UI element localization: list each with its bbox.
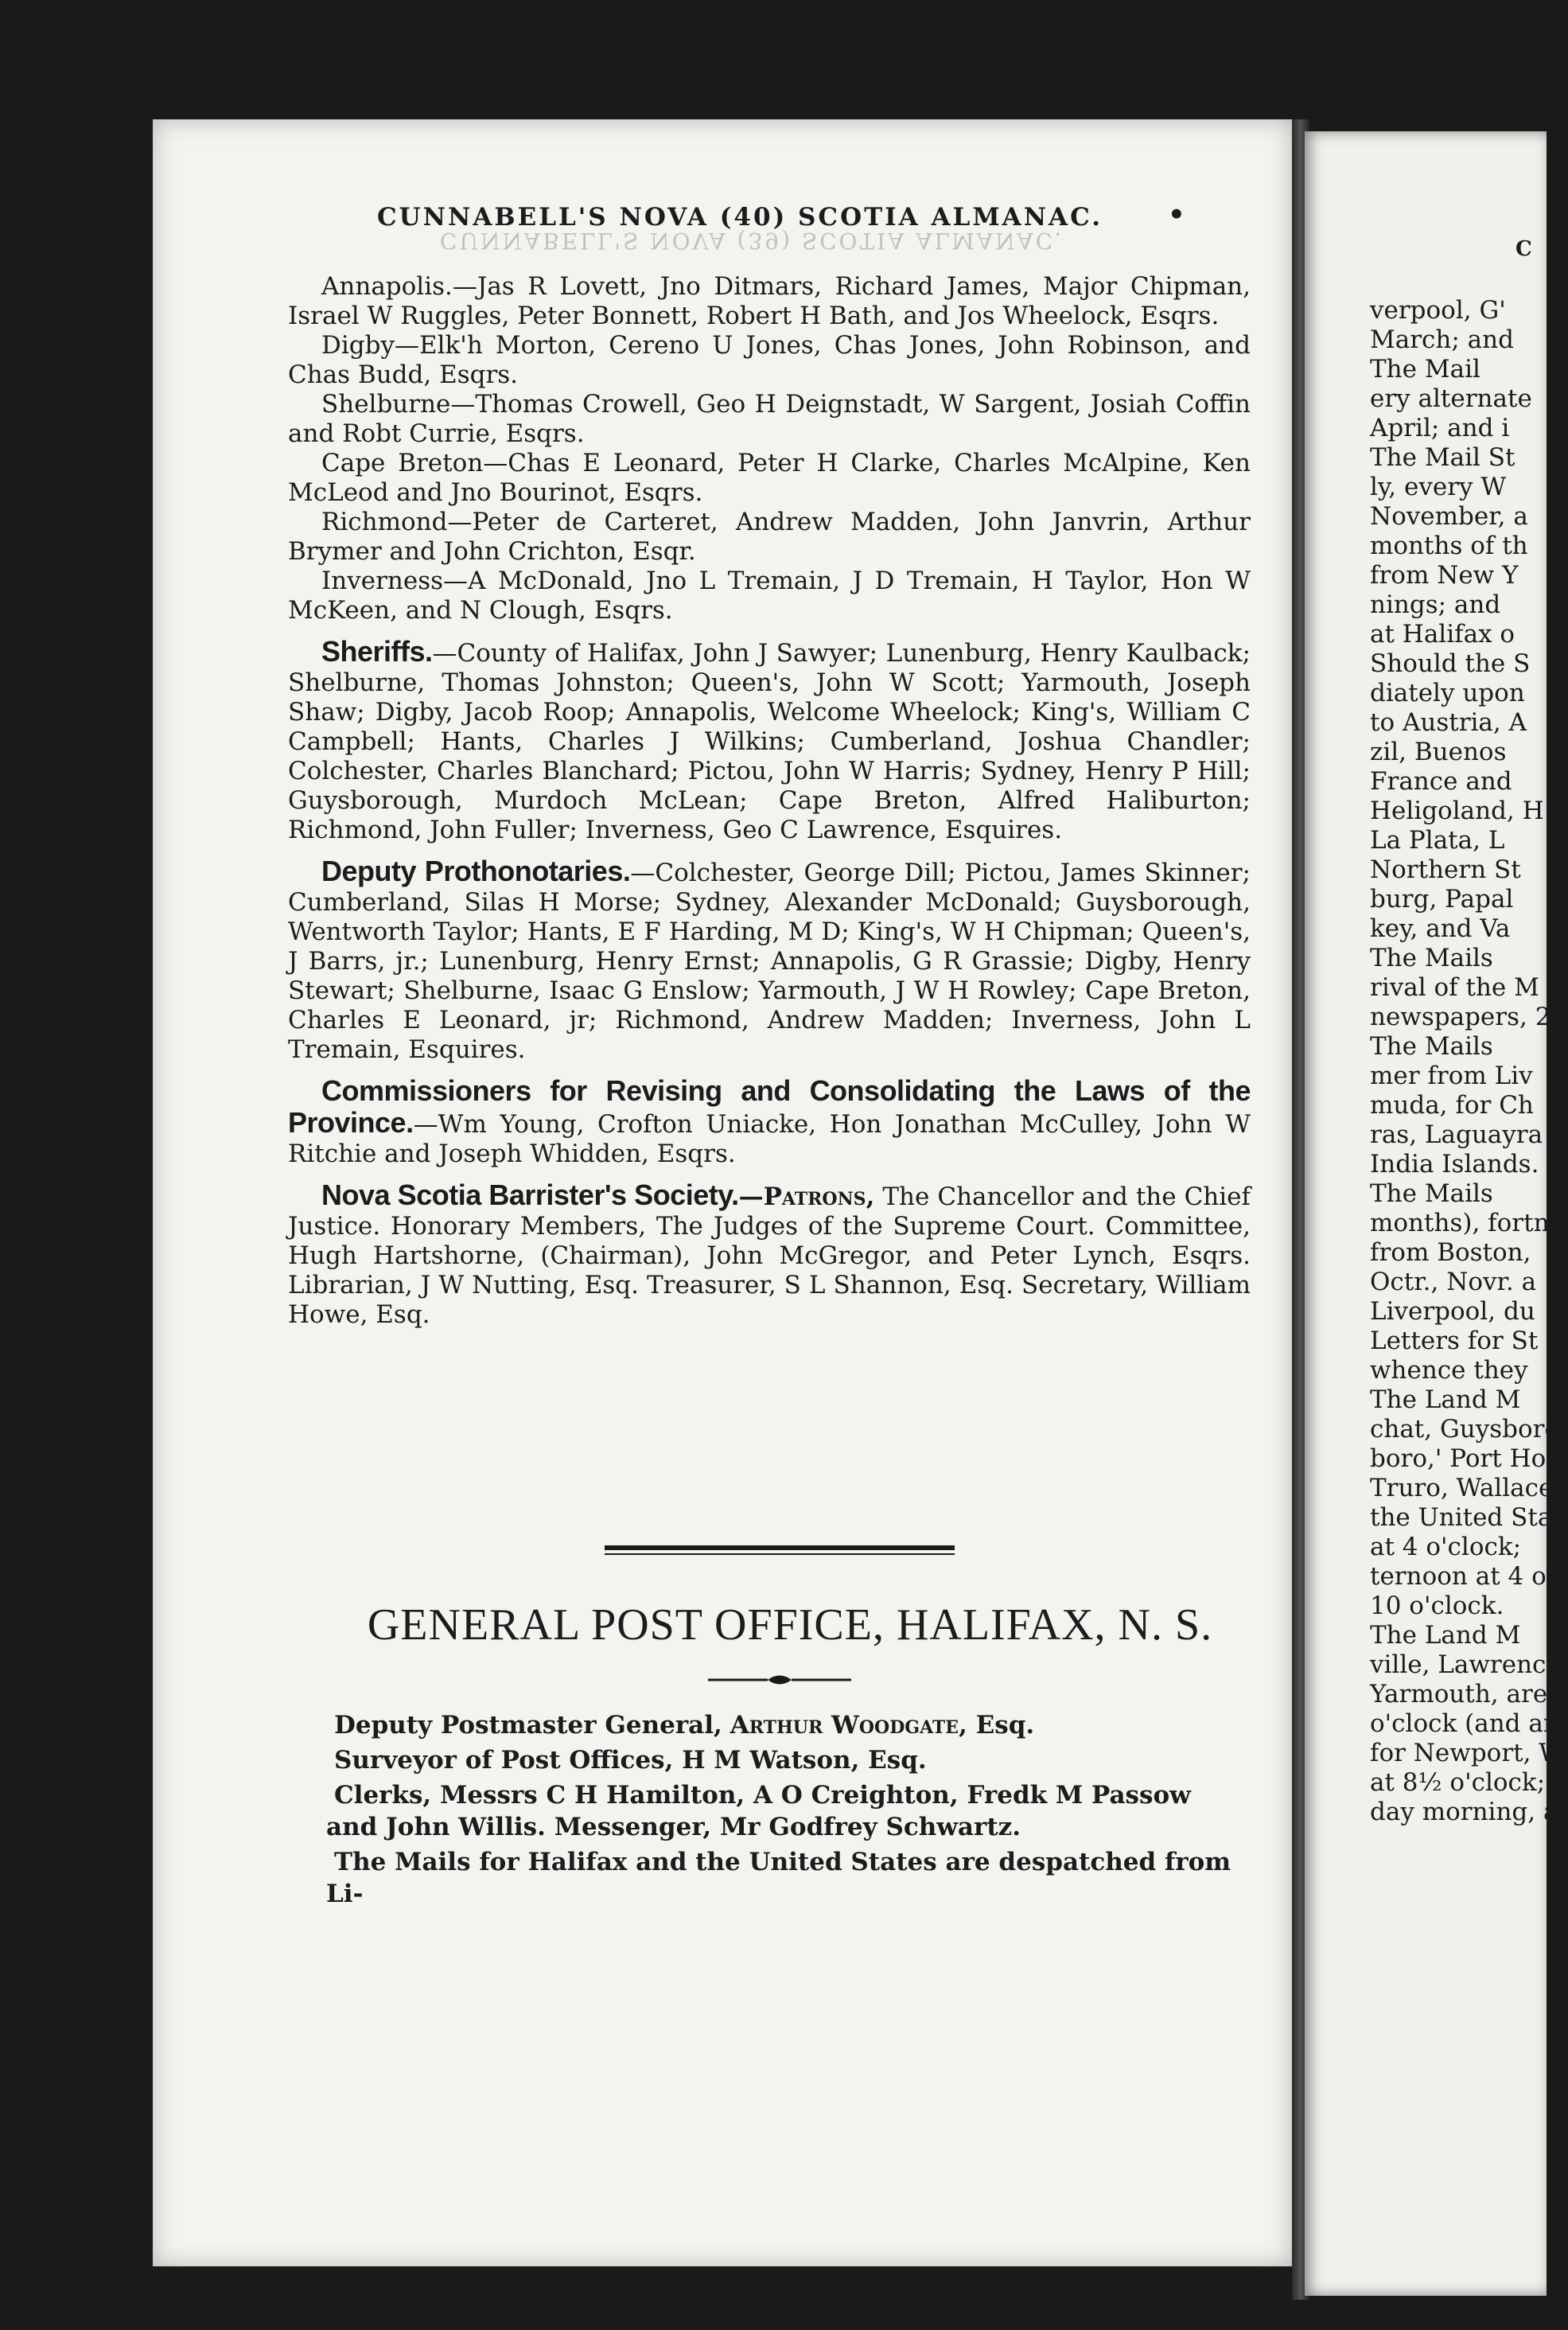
right-page-line: key, and Va: [1370, 914, 1511, 943]
right-page-line: the United Sta: [1370, 1503, 1553, 1532]
right-page-line: March; and: [1370, 325, 1514, 354]
right-page-line: The Mails: [1370, 1179, 1493, 1208]
right-page-line: The Mail St: [1370, 443, 1515, 472]
post-office-text: [326, 1709, 1249, 1913]
right-page-line: at 8½ o'clock;: [1370, 1768, 1546, 1797]
section-divider-rule: [605, 1545, 955, 1555]
right-page-line: from New Y: [1370, 561, 1519, 590]
right-page-line: for Newport, W: [1370, 1739, 1565, 1767]
barristers-section: [288, 1180, 1251, 1330]
sheriffs-text: —County of Halifax, John J Sawyer; Lunenburg, Henry Kaulback; Shelburne, Thomas Johnston; Queen's, John W Scott; Yarmouth, Joseph Shaw; Digby, Jacob Roop; Annapolis, Welcome Wheelock; King's, William C Campbell; Hants, Charles J Wilkins; Cumberland, Joshua Chandler; Colchester, Charles Blanchard; Pictou, John W Harris; Sydney, Henry P Hill; Guysborough, Murdoch McLean; Cape Breton, Alfred Haliburton; Richmond, John Fuller; Inverness, Geo C Lawrence, Esquires.: [288, 639, 1251, 844]
county-entry-digby: Digby—Elk'h Morton, Cereno U Jones, Chas Jones, John Robinson, and Chas Budd, Esqrs.: [288, 331, 1251, 389]
commissioners-text: —Wm Young, Crofton Uniacke, Hon Jonathan McCulley, John W Ritchie and Joseph Whidden, Esqrs.: [288, 1110, 1251, 1168]
right-page-line: The Mails: [1370, 1032, 1493, 1061]
county-entry-cape-breton: Cape Breton—Chas E Leonard, Peter H Clarke, Charles McAlpine, Ken McLeod and Jno Bourinot, Esqrs.: [288, 449, 1251, 507]
right-page-line: mer from Liv: [1370, 1062, 1533, 1090]
right-page-line: April; and i: [1370, 414, 1510, 442]
right-page-line: Yarmouth, are: [1370, 1680, 1548, 1709]
right-page-line: boro,' Port Ho: [1370, 1444, 1547, 1473]
right-page-line: from Boston,: [1370, 1238, 1531, 1267]
sheriffs-heading: Sheriffs.: [321, 635, 433, 668]
right-page-header-fragment: C: [1515, 237, 1532, 261]
right-page-text: [1370, 296, 1568, 1827]
bleed-through-header: CUNNABELL'S NOVA (39) SCOTIA ALMANAC.: [439, 228, 1064, 254]
sheriffs-section: [288, 637, 1251, 845]
right-page-line: November, a: [1370, 502, 1528, 531]
right-page-line: at Halifax o: [1370, 620, 1515, 649]
right-page-line: o'clock (and ar: [1370, 1709, 1555, 1738]
right-page-line: verpool, G': [1370, 296, 1506, 325]
county-entry-richmond: Richmond—Peter de Carteret, Andrew Madden, John Janvrin, Arthur Brymer and John Crichton, Esqr.: [288, 508, 1251, 566]
right-page-line: Northern St: [1370, 855, 1521, 884]
right-page-line: ras, Laguayra: [1370, 1120, 1543, 1149]
prothonotaries-heading: Deputy Prothonotaries.: [321, 855, 631, 887]
right-page-line: France and: [1370, 767, 1512, 796]
right-page-line: India Islands.: [1370, 1150, 1539, 1179]
right-page-line: whence they: [1370, 1356, 1528, 1385]
right-page-line: months of th: [1370, 532, 1528, 560]
right-page-line: muda, for Ch: [1370, 1091, 1534, 1120]
right-page-line: chat, Guysboro: [1370, 1415, 1560, 1444]
county-entry-annapolis: Annapolis.—Jas R Lovett, Jno Ditmars, Richard James, Major Chipman, Israel W Ruggles, Peter Bonnett, Robert H Bath, and Jos Wheelock, Esqrs.: [288, 272, 1251, 330]
right-page-line: nings; and: [1370, 590, 1501, 619]
right-page-line: The Land M: [1370, 1385, 1521, 1414]
patrons-label: —Patrons,: [738, 1183, 875, 1211]
right-page-line: Letters for St: [1370, 1327, 1539, 1355]
right-page-line: ery alternate: [1370, 384, 1532, 413]
right-page-line: burg, Papal: [1370, 885, 1514, 914]
right-page-line: months), fortn: [1370, 1209, 1550, 1237]
commissioners-section: [288, 1076, 1251, 1169]
right-page-line: Liverpool, du: [1370, 1297, 1535, 1326]
running-header: CUNNABELL'S NOVA (40) SCOTIA ALMANAC.: [376, 203, 1103, 232]
right-page-line: The Land M: [1370, 1621, 1521, 1650]
right-page-line: The Mail: [1370, 355, 1480, 384]
right-page-line: The Mails: [1370, 944, 1493, 972]
right-page-line: ternoon at 4 o'c: [1370, 1562, 1567, 1591]
right-page-line: La Plata, L: [1370, 826, 1505, 855]
right-page-line: Octr., Novr. a: [1370, 1268, 1537, 1296]
ornament-divider: [700, 1671, 859, 1689]
right-page-line: day morning, at: [1370, 1798, 1568, 1826]
clerks-line: Clerks, Messrs C H Hamilton, A O Creighton, Fredk M Passow and John Willis. Messenger, Mr Godfrey Schwartz.: [326, 1781, 1191, 1841]
right-page-line: rival of the M: [1370, 973, 1539, 1002]
right-page-line: to Austria, A: [1370, 708, 1527, 737]
barristers-heading: Nova Scotia Barrister's Society.: [321, 1179, 739, 1211]
right-page-line: at 4 o'clock;: [1370, 1533, 1522, 1561]
right-page-line: Truro, Wallace: [1370, 1474, 1554, 1502]
right-page-line: zil, Buenos: [1370, 738, 1507, 766]
main-text-column: [288, 272, 1251, 1330]
header-mark: •: [1168, 199, 1185, 231]
surveyor-line: Surveyor of Post Offices, H M Watson, Esq.: [334, 1746, 927, 1775]
right-page-line: newspapers, 2: [1370, 1003, 1551, 1031]
commissioners-heading: Commissioners for Revising and Consolidating the Laws of the Province.: [288, 1074, 1251, 1139]
right-page-line: Should the S: [1370, 649, 1531, 678]
prothonotaries-section: [288, 856, 1251, 1065]
prothonotaries-text: —Colchester, George Dill; Pictou, James Skinner; Cumberland, Silas H Morse; Sydney, Alexander McDonald; Guysborough, Wentworth Taylor; Hants, E F Harding, M D; King's, W H Chipman; Queen's, J Barrs, jr.; Lunenburg, Henry Ernst; Annapolis, G R Grassie; Digby, Henry Stewart; Shelburne, Isaac G Enslow; Yarmouth, J W H Rowley; Cape Breton, Charles E Leonard, jr; Richmond, Andrew Madden; Inverness, John L Tremain, Esquires.: [288, 859, 1251, 1064]
right-page-line: Heligoland, H: [1370, 797, 1544, 825]
barristers-text: The Chancellor and the Chief Justice. Honorary Members, The Judges of the Supreme Court. Committee, Hugh Hartshorne, (Chairman), John McGregor, and Peter Lynch, Esqrs. Librarian, J W Nutting, Esq. Treasurer, S L Shannon, Esq. Secretary, William Howe, Esq.: [288, 1183, 1251, 1329]
right-page-line: 10 o'clock.: [1370, 1592, 1504, 1620]
deputy-postmaster-line: Deputy Postmaster General, Arthur Woodgate, Esq.: [334, 1711, 1035, 1740]
right-page-line: ly, every W: [1370, 473, 1507, 501]
mails-line: The Mails for Halifax and the United States are despatched from Li-: [326, 1848, 1231, 1908]
right-page-line: ville, Lawrence: [1370, 1650, 1561, 1679]
county-entry-shelburne: Shelburne—Thomas Crowell, Geo H Deignstadt, W Sargent, Josiah Coffin and Robt Currie, Esqrs.: [288, 390, 1251, 448]
county-entry-inverness: Inverness—A McDonald, Jno L Tremain, J D Tremain, H Taylor, Hon W McKeen, and N Clough, Esqrs.: [288, 567, 1251, 625]
post-office-title: GENERAL POST OFFICE, HALIFAX, N. S.: [367, 1600, 1213, 1650]
right-page-line: diately upon: [1370, 679, 1525, 707]
